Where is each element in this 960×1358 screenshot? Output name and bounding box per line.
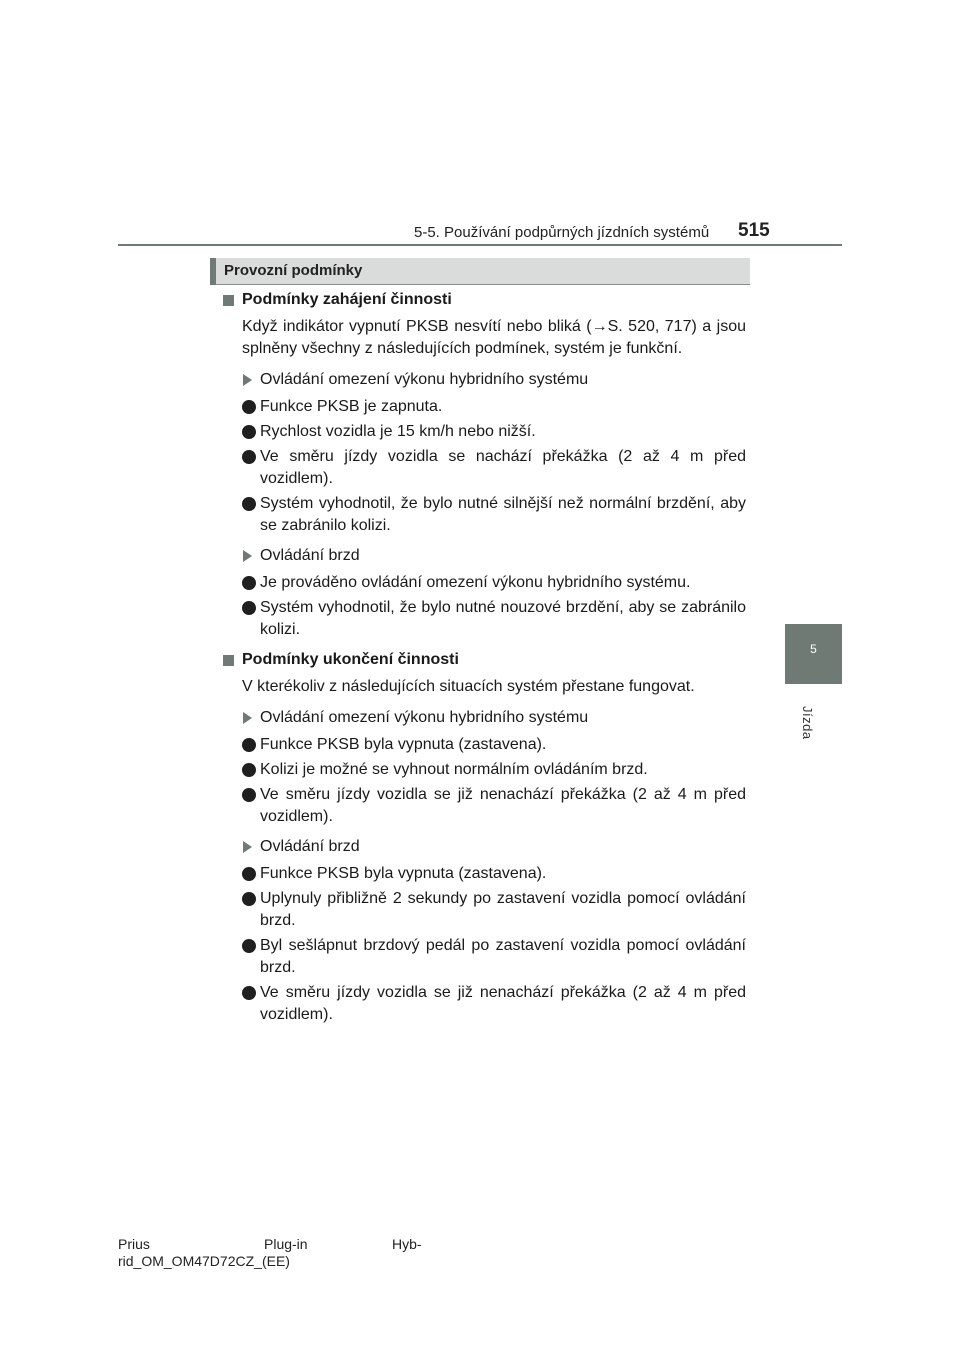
list-item: Ve směru jízdy vozidla se již nenachází překážka (2 až 4 m před vozidlem). [222, 982, 746, 1026]
end-conditions-heading: Podmínky ukončení činnosti [222, 649, 746, 671]
square-bullet-icon [223, 655, 234, 666]
start-intro: Když indikátor vypnutí PKSB nesvítí nebo bliká (→S. 520, 717) a jsou splněny všechny z následujících podmínek, systém je funkční. [242, 318, 746, 357]
bullet-dot-icon [242, 867, 256, 881]
list-item: Uplynuly přibližně 2 sekundy po zastavení vozidla pomocí ovládání brzd. [222, 888, 746, 932]
footer-line-2: rid_OM_OM47D72CZ_(EE) [118, 1253, 290, 1269]
triangle-bullet-icon [243, 712, 252, 724]
group-heading: Ovládání brzd [222, 545, 746, 567]
bullet-dot-icon [242, 788, 256, 802]
main-content [222, 289, 746, 1029]
list-item: Rychlost vozidla je 15 km/h nebo nižší. [222, 421, 746, 443]
triangle-bullet-icon [243, 841, 252, 853]
list-item: Je prováděno ovládání omezení výkonu hybridního systému. [222, 572, 746, 594]
end-intro: V kterékoliv z následujících situacích systém přestane fungovat. [242, 678, 695, 695]
header-rule [118, 244, 842, 246]
list-item: Funkce PKSB byla vypnuta (zastavena). [222, 863, 746, 885]
bullet-dot-icon [242, 450, 256, 464]
group-heading: Ovládání omezení výkonu hybridního systému [222, 369, 746, 391]
list-item: Byl sešlápnut brzdový pedál po zastavení vozidla pomocí ovládání brzd. [222, 935, 746, 979]
list-item: Kolizi je možné se vyhnout normálním ovládáním brzd. [222, 759, 746, 781]
bullet-dot-icon [242, 425, 256, 439]
group-heading: Ovládání omezení výkonu hybridního systému [222, 707, 746, 729]
triangle-bullet-icon [243, 550, 252, 562]
list-item: Funkce PKSB byla vypnuta (zastavena). [222, 734, 746, 756]
start-conditions-heading: Podmínky zahájení činnosti [222, 289, 746, 311]
bullet-dot-icon [242, 601, 256, 615]
bullet-dot-icon [242, 738, 256, 752]
chapter-number: 5 [810, 642, 817, 656]
footer-line-1: Prius Plug-in Hyb- [118, 1236, 422, 1252]
bullet-dot-icon [242, 986, 256, 1000]
bullet-dot-icon [242, 400, 256, 414]
list-item: Ve směru jízdy vozidla se již nenachází překážka (2 až 4 m před vozidlem). [222, 784, 746, 828]
list-item: Systém vyhodnotil, že bylo nutné silnější než normální brzdění, aby se zabránilo kolizi. [222, 493, 746, 537]
bullet-dot-icon [242, 892, 256, 906]
list-item: Ve směru jízdy vozidla se nachází překážka (2 až 4 m před vozidlem). [222, 446, 746, 490]
section-title-accent [210, 258, 216, 285]
page-number: 515 [738, 220, 770, 241]
group-heading: Ovládání brzd [222, 836, 746, 858]
bullet-dot-icon [242, 576, 256, 590]
square-bullet-icon [223, 295, 234, 306]
section-title: Provozní podmínky [224, 262, 363, 279]
running-header: 5-5. Používání podpůrných jízdních systémů [414, 224, 710, 241]
list-item: Systém vyhodnotil, že bylo nutné nouzové brzdění, aby se zabránilo kolizi. [222, 597, 746, 641]
footer [118, 1236, 422, 1270]
bullet-dot-icon [242, 497, 256, 511]
chapter-label: Jízda [800, 706, 815, 740]
list-item: Funkce PKSB je zapnuta. [222, 396, 746, 418]
triangle-bullet-icon [243, 374, 252, 386]
bullet-dot-icon [242, 939, 256, 953]
bullet-dot-icon [242, 763, 256, 777]
